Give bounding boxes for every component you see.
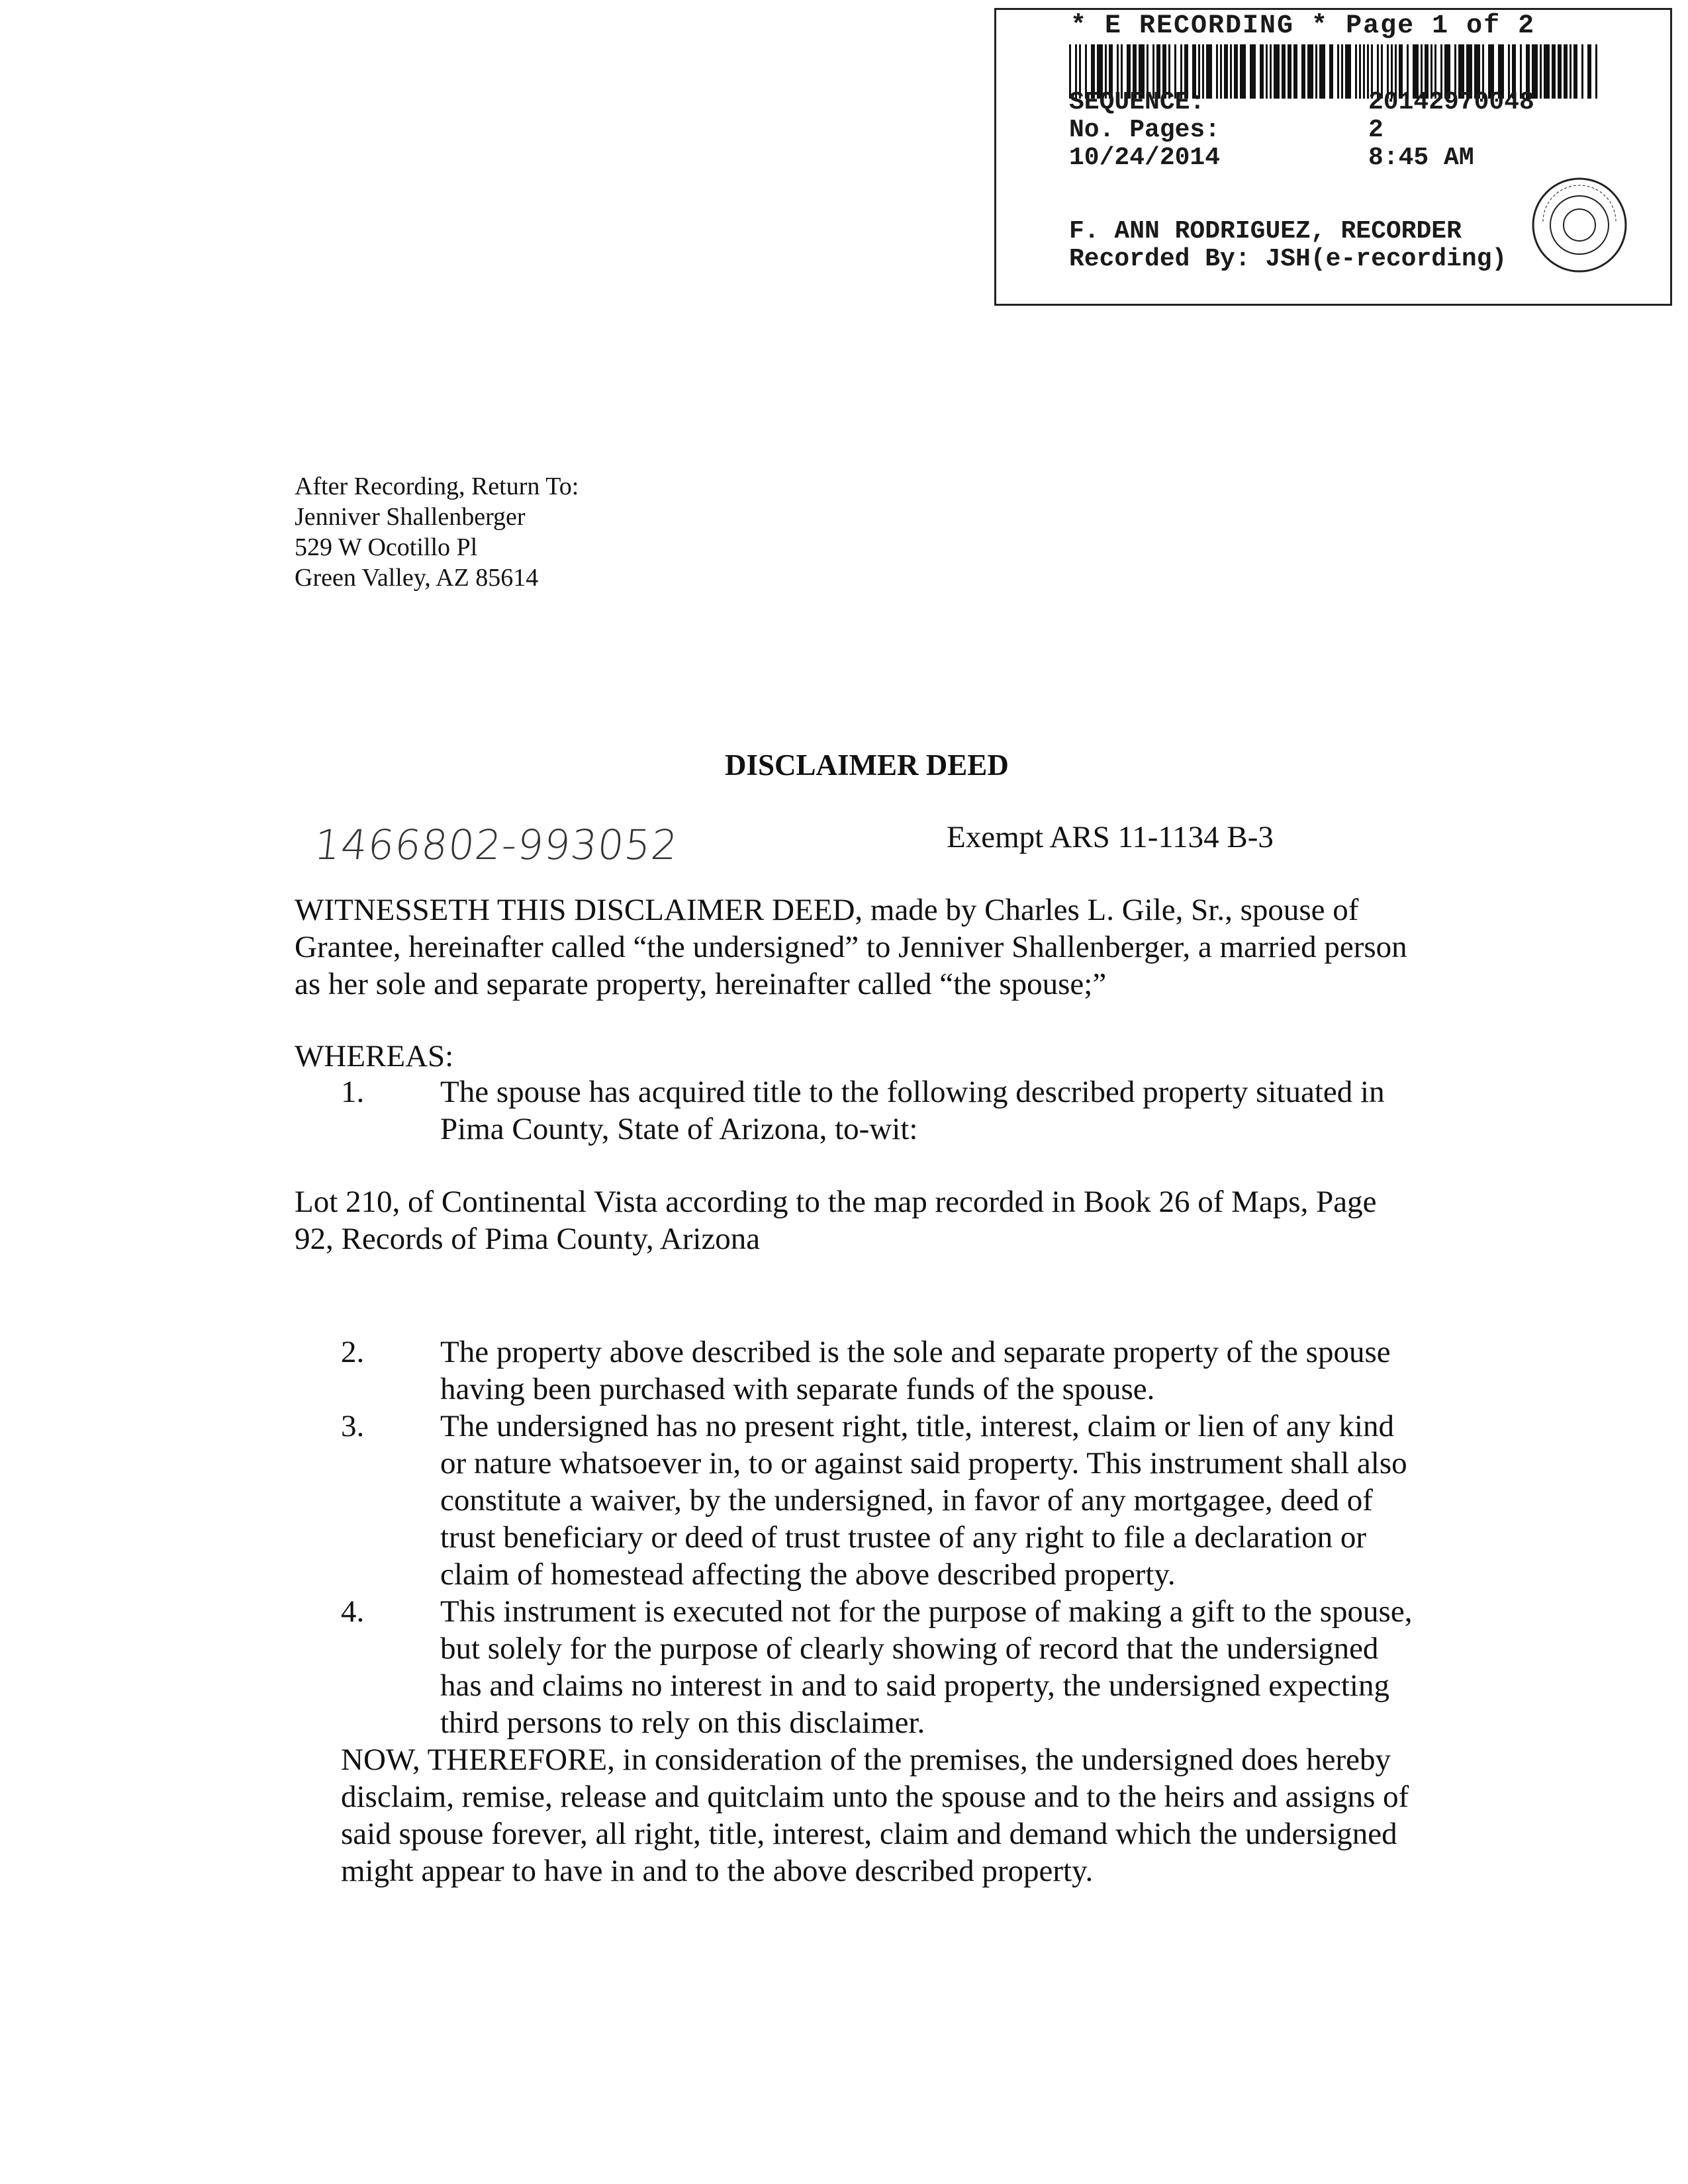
return-to-street: 529 W Ocotillo Pl <box>295 533 478 561</box>
recording-date: 10/24/2014 <box>1069 144 1221 172</box>
witnesseth-line: as her sole and separate property, hereinafter called “the spouse;” <box>295 967 1107 1001</box>
recording-header: * E RECORDING * Page 1 of 2 <box>1070 11 1536 41</box>
whereas-heading: WHEREAS: <box>295 1039 454 1073</box>
sequence-label: SEQUENCE: <box>1069 88 1205 116</box>
item-line: claim of homestead affecting the above described property. <box>440 1557 1176 1592</box>
legal-description-line: 92, Records of Pima County, Arizona <box>295 1222 761 1256</box>
item-line: third persons to rely on this disclaimer. <box>440 1706 925 1740</box>
item-line: The undersigned has no present right, title, interest, claim or lien of any kind <box>440 1409 1394 1443</box>
item-line: constitute a waiver, by the undersigned, in favor of any mortgagee, deed of <box>440 1483 1373 1518</box>
therefore-line: NOW, THEREFORE, in consideration of the premises, the undersigned does hereby <box>341 1743 1391 1777</box>
item-number: 4. <box>341 1594 365 1629</box>
therefore-line: said spouse forever, all right, title, interest, claim and demand which the undersigned <box>341 1817 1397 1851</box>
recording-time: 8:45 AM <box>1368 144 1474 172</box>
item-line: The spouse has acquired title to the following described property situated in <box>440 1075 1385 1109</box>
recorder-name: F. ANN RODRIGUEZ, RECORDER <box>1069 217 1462 246</box>
recorded-by: Recorded By: JSH(e-recording) <box>1069 245 1507 273</box>
pages-label: No. Pages: <box>1069 116 1221 144</box>
item-line: but solely for the purpose of clearly showing of record that the undersigned <box>440 1631 1379 1666</box>
pages-value: 2 <box>1368 116 1383 144</box>
recording-stamp <box>994 8 1672 306</box>
legal-description-line: Lot 210, of Continental Vista according to the map recorded in Book 26 of Maps, Page <box>295 1185 1377 1219</box>
therefore-line: might appear to have in and to the above described property. <box>341 1854 1094 1888</box>
return-to-name: Jenniver Shallenberger <box>295 503 526 531</box>
county-seal-icon <box>1530 175 1629 275</box>
witnesseth-line: Grantee, hereinafter called “the undersigned” to Jenniver Shallenberger, a married person <box>295 930 1407 964</box>
item-line: The property above described is the sole and separate property of the spouse <box>440 1335 1391 1369</box>
return-to-city: Green Valley, AZ 85614 <box>295 564 539 592</box>
item-line: Pima County, State of Arizona, to-wit: <box>440 1112 918 1146</box>
item-number: 2. <box>341 1335 365 1369</box>
return-to-heading: After Recording, Return To: <box>295 473 579 500</box>
therefore-line: disclaim, remise, release and quitclaim unto the spouse and to the heirs and assigns of <box>341 1780 1409 1814</box>
sequence-value: 20142970048 <box>1368 88 1534 116</box>
exempt-citation: Exempt ARS 11-1134 B-3 <box>947 820 1274 854</box>
handwritten-reference-number: 1466802-993052 <box>312 821 681 869</box>
item-line: has and claims no interest in and to said property, the undersigned expecting <box>440 1668 1389 1703</box>
item-number: 1. <box>341 1075 365 1109</box>
item-number: 3. <box>341 1409 365 1443</box>
document-title: DISCLAIMER DEED <box>725 749 1009 782</box>
item-line: trust beneficiary or deed of trust trustee of any right to file a declaration or <box>440 1520 1367 1555</box>
item-line: This instrument is executed not for the purpose of making a gift to the spouse, <box>440 1594 1413 1629</box>
item-line: having been purchased with separate funds of the spouse. <box>440 1372 1155 1406</box>
item-line: or nature whatsoever in, to or against said property. This instrument shall also <box>440 1446 1407 1480</box>
witnesseth-line: WITNESSETH THIS DISCLAIMER DEED, made by Charles L. Gile, Sr., spouse of <box>295 893 1359 927</box>
